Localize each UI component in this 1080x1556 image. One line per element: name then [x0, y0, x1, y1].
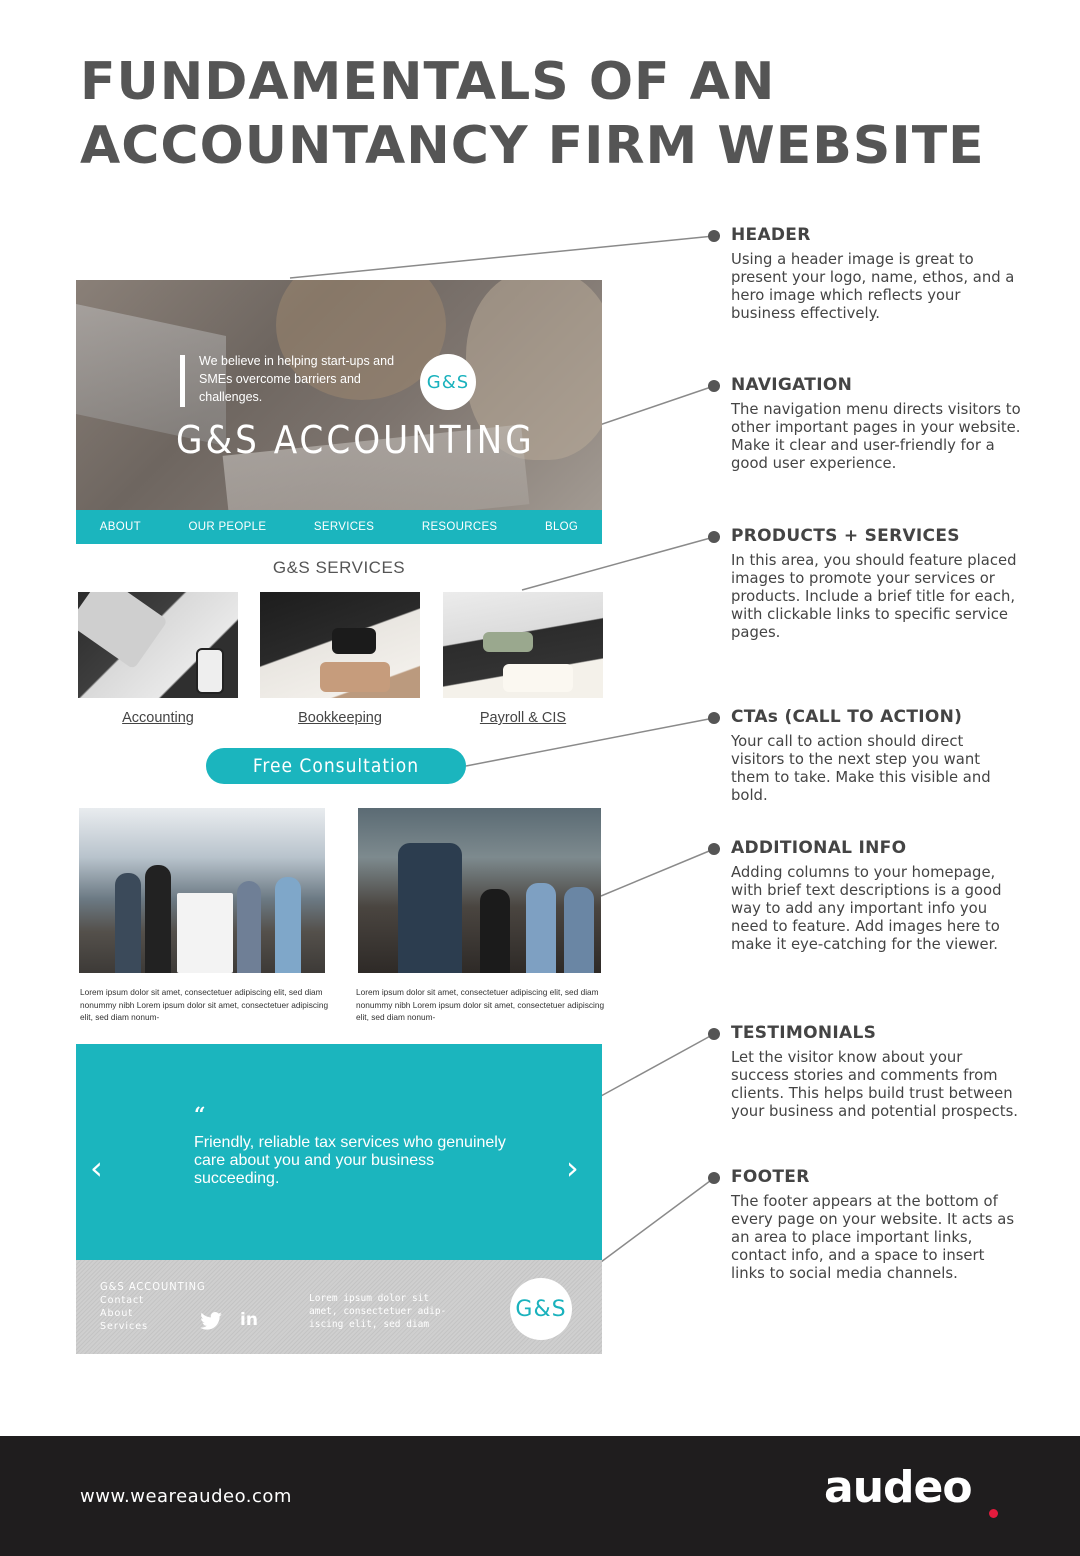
person-figure: [275, 877, 301, 973]
footer-link-about[interactable]: About: [100, 1308, 134, 1319]
nav-item-resources[interactable]: RESOURCES: [421, 521, 498, 533]
person-figure: [145, 865, 171, 973]
annotation-heading: PRODUCTS + SERVICES: [731, 526, 960, 546]
footer-logo[interactable]: G&S: [510, 1278, 572, 1340]
connector-header: [290, 236, 714, 278]
annotation-heading: FOOTER: [731, 1167, 810, 1187]
annotation-header: [731, 225, 1021, 323]
annotation-body: Your call to action should direct visitors to the next step you want them to take. Make this visible and bold.: [731, 733, 991, 804]
mockup-footer: [76, 1260, 602, 1354]
cta-button[interactable]: Free Consultation: [206, 748, 466, 784]
connector-dot-cta: [708, 712, 720, 724]
audeo-logo-dot: [989, 1509, 998, 1518]
website-url[interactable]: www.weareaudeo.com: [80, 1486, 292, 1507]
service-link-accounting[interactable]: Accounting: [122, 710, 194, 726]
twitter-icon[interactable]: [200, 1312, 222, 1330]
connector-dot-info: [708, 843, 720, 855]
whiteboard-shape: [177, 893, 233, 973]
annotation-body: Using a header image is great to present your logo, name, ethos, and a hero image which reflects your business effectively.: [731, 251, 1015, 322]
footer-lorem: Lorem ipsum dolor sit amet, consectetuer adip-iscing elit, sed diam: [309, 1293, 447, 1330]
notebook-shape: [503, 664, 573, 692]
connector-dot-footer: [708, 1172, 720, 1184]
annotation-body: The footer appears at the bottom of every page on your website. It acts as an area to place important links, contact info, and a space to insert links to social media channels.: [731, 1193, 1015, 1282]
connector-testimonials: [601, 1034, 714, 1096]
laptop-shape: [78, 592, 168, 670]
bottom-bar: [0, 1436, 1080, 1556]
info-photo-team: [79, 808, 325, 973]
linkedin-icon[interactable]: in: [240, 1310, 258, 1330]
testimonial-section: [76, 1044, 602, 1260]
annotation-body: Adding columns to your homepage, with brief text descriptions is a good way to add any important info you need to feature. Add images here to make it eye-catching for the viewer.: [731, 864, 1002, 953]
hero-tagline: We believe in helping start-ups and SMEs overcome barriers and challenges.: [199, 354, 395, 404]
connector-info: [601, 849, 714, 896]
chevron-right-icon[interactable]: ›: [566, 1149, 579, 1187]
service-link-payroll[interactable]: Payroll & CIS: [479, 710, 567, 726]
service-link-bookkeeping[interactable]: Bookkeeping: [298, 710, 382, 726]
person-figure: [526, 883, 556, 973]
audeo-logo[interactable]: audeo: [824, 1462, 972, 1513]
phone-shape: [196, 648, 224, 694]
nav-item-our-people[interactable]: OUR PEOPLE: [188, 521, 267, 533]
services-title: G&S SERVICES: [272, 558, 406, 577]
annotation-heading: ADDITIONAL INFO: [731, 838, 907, 858]
annotation-cta: [731, 707, 1021, 805]
service-image-accounting[interactable]: [78, 592, 238, 698]
hero-accent-bar: [180, 355, 185, 407]
quote-icon: “: [194, 1102, 206, 1126]
connector-dot-navigation: [708, 380, 720, 392]
connector-footer: [601, 1178, 714, 1262]
connector-dot-header: [708, 230, 720, 242]
annotation-heading: CTAs (CALL TO ACTION): [731, 707, 963, 727]
annotation-testimonials: [731, 1023, 1021, 1121]
info-text-right: Lorem ipsum dolor sit amet, consectetuer adipiscing elit, sed diam nonummy nibh Lorem ipsum dolor sit amet, consectetuer adipiscing elit, sed diam nonum-: [356, 987, 605, 1022]
cash-shape: [483, 632, 533, 652]
mockup-nav-bar: [76, 510, 602, 544]
hero-logo[interactable]: G&S: [420, 354, 476, 410]
annotation-footer: [731, 1167, 1021, 1283]
person-figure: [480, 889, 510, 973]
chevron-left-icon[interactable]: ‹: [90, 1149, 103, 1187]
footer-link-services[interactable]: Services: [100, 1321, 149, 1332]
annotation-products-services: [731, 526, 1021, 642]
connector-dot-services: [708, 531, 720, 543]
person-figure: [115, 873, 141, 973]
nav-item-about[interactable]: ABOUT: [99, 521, 141, 533]
annotation-heading: HEADER: [731, 225, 811, 245]
footer-link-contact[interactable]: Contact: [100, 1295, 144, 1306]
annotation-heading: NAVIGATION: [731, 375, 853, 395]
info-text-left: Lorem ipsum dolor sit amet, consectetuer adipiscing elit, sed diam nonummy nibh Lorem ipsum dolor sit amet, consectetuer adipiscing elit, sed diam nonum-: [80, 987, 329, 1022]
person-figure: [237, 881, 261, 973]
annotation-navigation: [731, 375, 1021, 473]
annotation-additional-info: [731, 838, 1021, 954]
footer-brand: G&S ACCOUNTING: [100, 1280, 206, 1293]
annotation-body: The navigation menu directs visitors to other important pages in your website. Make it clear and user-friendly for a good user experience.: [731, 401, 1021, 472]
person-figure: [398, 843, 462, 973]
title-line-2: ACCOUNTANCY FIRM WEBSITE: [80, 116, 985, 176]
annotation-body: Let the visitor know about your success stories and comments from clients. This helps build trust between your business and potential prospects.: [731, 1049, 1018, 1120]
connector-dot-testimonials: [708, 1028, 720, 1040]
annotation-body: In this area, you should feature placed images to promote your services or products. Include a brief title for each, with clickable links to specific service pages.: [731, 552, 1017, 641]
nav-item-services[interactable]: SERVICES: [313, 521, 375, 533]
mockup-hero: [76, 280, 602, 510]
service-image-payroll[interactable]: [443, 592, 603, 698]
hero-brand-name: G&S ACCOUNTING: [176, 418, 535, 462]
service-image-bookkeeping[interactable]: [260, 592, 420, 698]
info-photo-portrait: [358, 808, 601, 973]
calculator-shape: [332, 628, 376, 654]
title-line-1: FUNDAMENTALS OF AN: [80, 52, 776, 112]
nav-item-blog[interactable]: BLOG: [544, 521, 579, 533]
annotation-heading: TESTIMONIALS: [731, 1023, 877, 1043]
hand-shape: [320, 662, 390, 692]
testimonial-text: Friendly, reliable tax services who genuinely care about you and your business succeeding.: [194, 1134, 506, 1187]
person-figure: [564, 887, 594, 973]
